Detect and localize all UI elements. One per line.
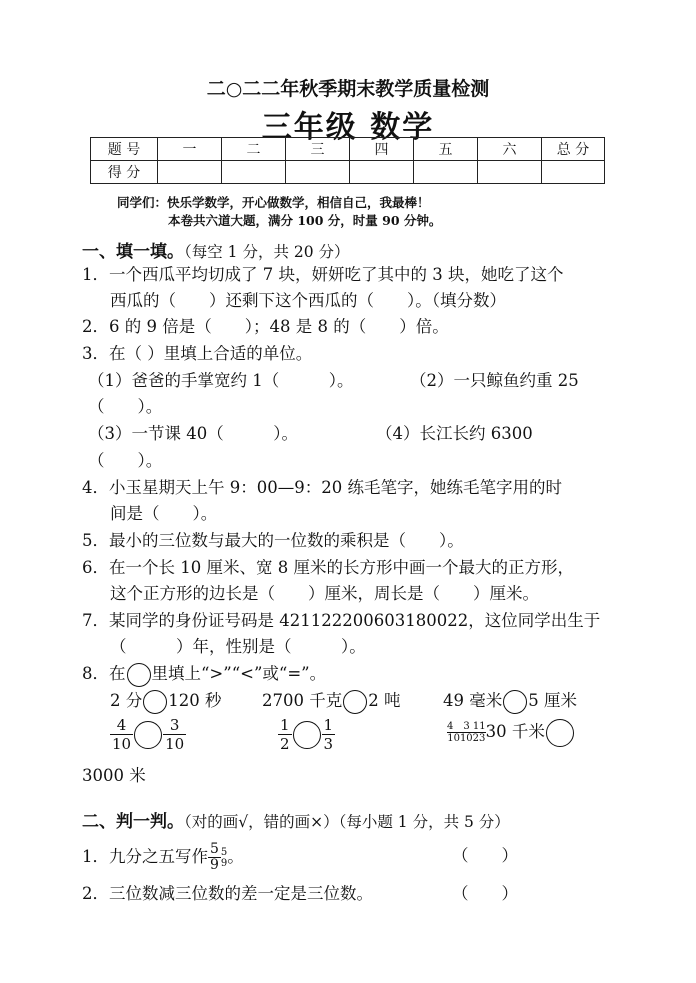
score-cell: 二 (222, 138, 286, 161)
note-line-2: 本卷共六道大题，满分 100 分，时量 90 分钟。 (168, 213, 442, 228)
denominator: 10 (112, 735, 132, 753)
circle-icon (127, 663, 151, 687)
question-5: 5．最小的三位数与最大的一位数的乘积是（ ）。 (82, 531, 464, 550)
question-3-3: （3）一节课 40（ ）。 (88, 424, 298, 443)
compare-row-3 (443, 687, 577, 714)
fraction (322, 716, 336, 753)
score-table-header-row (91, 138, 605, 161)
fraction (208, 842, 221, 873)
compare-left: 2700 千克 (262, 691, 343, 710)
compare-circle[interactable] (293, 721, 321, 749)
compare-left: 2 分 (110, 691, 143, 710)
section-2-heading (82, 807, 510, 832)
score-cell: 六 (478, 138, 542, 161)
compare-right: 5 厘米 (528, 691, 577, 710)
score-input-cell[interactable] (286, 161, 350, 184)
numerator: 1 (323, 716, 334, 734)
fraction (110, 716, 133, 753)
question-4-line-1: 4．小玉星期天上午 9：00—9：20 练毛笔字，她练毛笔字用的时 (82, 478, 562, 497)
garbled-fraction (447, 721, 486, 744)
score-input-cell[interactable] (222, 161, 286, 184)
fraction (163, 716, 186, 753)
question-8-prefix: 8．在 (82, 664, 126, 683)
question-7-line-2: （ ）年，性别是（ ）。 (110, 637, 366, 656)
score-cell: 三 (286, 138, 350, 161)
judge-question-1 (82, 842, 244, 873)
question-6-line-1: 6．在一个长 10 厘米、宽 8 厘米的长方形中画一个最大的正方形， (82, 558, 574, 577)
compare-fraction-1 (110, 716, 186, 753)
numerator: 1 (280, 716, 290, 734)
denominator: 10 (165, 735, 185, 753)
question-6-line-2: 这个正方形的边长是（ ）厘米，周长是（ ）厘米。 (110, 584, 539, 603)
garbled-fraction-top: 4 3 11 (447, 721, 486, 732)
judge-question-2: 2．三位数减三位数的差一定是三位数。 (82, 884, 373, 903)
question-7-line-1: 7．某同学的身份证号码是 421122200603180022，这位同学出生于 (82, 611, 601, 630)
denominator: 9 (220, 857, 228, 869)
question-1-line-2: 西瓜的（ ）还剩下这个西瓜的（ ）。（填分数） (110, 291, 506, 310)
section-1-heading (82, 237, 350, 262)
compare-left: 30 千米 (485, 722, 545, 741)
compare-right: 3000 米 (82, 766, 146, 785)
compare-row-1 (110, 687, 222, 714)
score-input-cell[interactable] (478, 161, 542, 184)
score-input-cell[interactable] (350, 161, 414, 184)
compare-right: 2 吨 (368, 691, 401, 710)
answer-paren[interactable]: （ ） (452, 884, 518, 903)
fraction (278, 716, 292, 753)
question-8 (82, 660, 326, 687)
numerator: 4 (110, 716, 133, 735)
denominator: 3 (323, 735, 334, 753)
garbled-fraction-bottom: 101023 (447, 733, 486, 744)
question-8-suffix: 里填上“>”“<”或“=”。 (151, 664, 327, 683)
score-table (90, 137, 605, 184)
numerator: 5 (220, 846, 228, 858)
score-input-cell[interactable] (158, 161, 222, 184)
score-cell: 总 分 (542, 138, 605, 161)
question-2: 2．6 的 9 倍是（ ）；48 是 8 的（ ）倍。 (82, 317, 449, 336)
score-cell: 得 分 (91, 161, 158, 184)
denominator: 9 (210, 857, 219, 873)
score-cell: 四 (350, 138, 414, 161)
section-2-subtitle: （对的画√，错的画×）（每小题 1 分，共 5 分） (184, 813, 510, 831)
compare-fraction-3 (447, 718, 575, 747)
question-3-1: （1）爸爸的手掌宽约 1（ ）。 (88, 371, 354, 390)
question-3-2-blank: （ ）。 (88, 397, 163, 416)
question-3-2: （2）一只鲸鱼约重 25 (410, 371, 579, 390)
judge-question-1-end: 。 (227, 847, 244, 866)
compare-circle[interactable] (546, 719, 574, 747)
section-1-subtitle: （每空 1 分，共 20 分） (184, 243, 350, 261)
exam-title: 二○二二年秋季期末教学质量检测 (206, 78, 490, 100)
denominator: 2 (280, 735, 290, 753)
compare-circle[interactable] (134, 721, 162, 749)
compare-circle[interactable] (503, 690, 527, 714)
exam-subtitle: 三年级 数学 (261, 110, 435, 145)
question-3-4-blank: （ ）。 (88, 451, 163, 470)
score-input-cell[interactable] (542, 161, 605, 184)
compare-circle[interactable] (343, 690, 367, 714)
question-3: 3．在（ ）里填上合适的单位。 (82, 344, 313, 363)
score-input-cell[interactable] (414, 161, 478, 184)
note-line-1: 同学们：快乐学数学，开心做数学，相信自己，我最棒！ (117, 195, 430, 210)
judge-question-1-text: 1．九分之五写作 (82, 847, 208, 866)
score-cell: 五 (414, 138, 478, 161)
question-3-4: （4）长江长约 6300 (376, 424, 533, 443)
section-1-title: 一、填一填。 (82, 242, 184, 262)
score-cell: 题 号 (91, 138, 158, 161)
section-2-title: 二、判一判。 (82, 812, 184, 832)
answer-paren[interactable]: （ ） (452, 846, 518, 865)
question-1-line-1: 1．一个西瓜平均切成了 7 块，妍妍吃了其中的 3 块，她吃了这个 (82, 265, 564, 284)
compare-circle[interactable] (143, 690, 167, 714)
numerator: 3 (163, 716, 186, 735)
question-4-line-2: 间是（ ）。 (110, 504, 218, 523)
compare-right: 120 秒 (168, 691, 222, 710)
score-cell: 一 (158, 138, 222, 161)
compare-left: 49 毫米 (443, 691, 503, 710)
compare-row-2 (262, 687, 401, 714)
numerator: 5 (210, 841, 219, 857)
compare-fraction-2 (278, 716, 335, 753)
score-table-score-row (91, 161, 605, 184)
